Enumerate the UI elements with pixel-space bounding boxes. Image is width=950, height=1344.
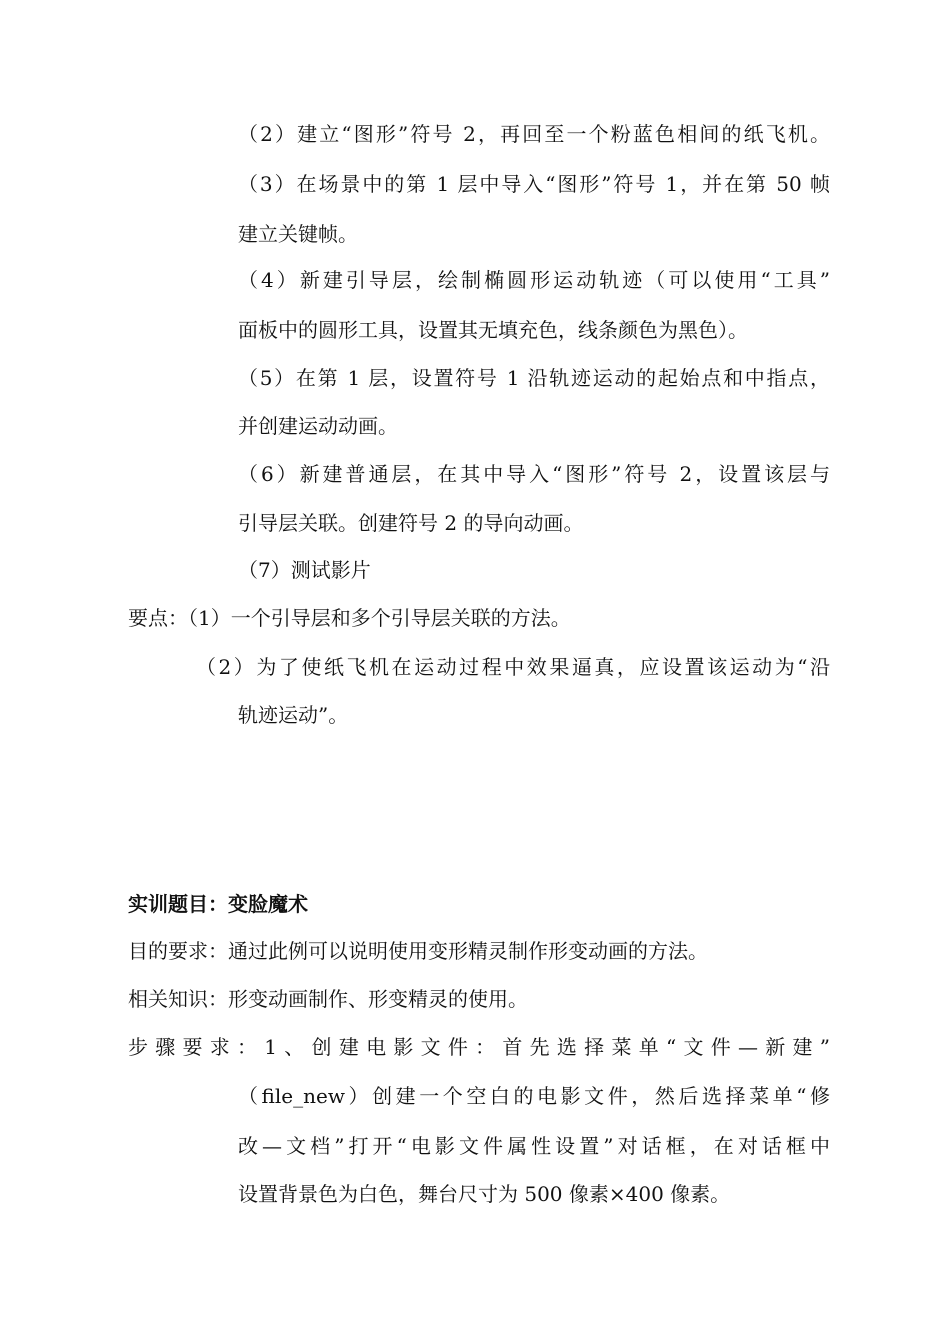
- key-point-1: 要点：（1）一个引导层和多个引导层关联的方法。: [128, 606, 571, 630]
- step-2-line: （2）建立“图形”符号 2，再回至一个粉蓝色相间的纸飞机。: [238, 122, 830, 146]
- steps-line-3: 改—文档”打开“电影文件属性设置”对话框，在对话框中: [238, 1134, 830, 1158]
- step-3-line: （3）在场景中的第 1 层中导入“图形”符号 1，并在第 50 帧: [238, 172, 830, 196]
- steps-line-2: （file_new）创建一个空白的电影文件，然后选择菜单“修: [238, 1084, 830, 1108]
- key-point-2: （2）为了使纸飞机在运动过程中效果逼真，应设置该运动为“沿: [196, 655, 830, 679]
- step-5-continuation: 并创建运动动画。: [238, 414, 398, 438]
- step-7-line: （7）测试影片: [238, 558, 371, 582]
- step-4-line: （4）新建引导层，绘制椭圆形运动轨迹（可以使用“工具”: [238, 268, 830, 292]
- steps-line-1: 步骤要求：1、创建电影文件：首先选择菜单“文件—新建”: [128, 1035, 830, 1059]
- step-6-line: （6）新建普通层，在其中导入“图形”符号 2，设置该层与: [238, 462, 830, 486]
- section-title: 实训题目：变脸魔术: [128, 892, 308, 916]
- step-4-continuation: 面板中的圆形工具，设置其无填充色，线条颜色为黑色）。: [238, 318, 748, 342]
- step-3-continuation: 建立关键帧。: [238, 222, 358, 246]
- goal-line: 目的要求：通过此例可以说明使用变形精灵制作形变动画的方法。: [128, 939, 708, 963]
- step-6-continuation: 引导层关联。创建符号 2 的导向动画。: [238, 511, 584, 535]
- key-point-2-continuation: 轨迹运动”。: [238, 703, 349, 727]
- steps-line-4: 设置背景色为白色，舞台尺寸为 500 像素×400 像素。: [238, 1182, 731, 1206]
- related-knowledge-line: 相关知识：形变动画制作、形变精灵的使用。: [128, 987, 528, 1011]
- step-5-line: （5）在第 1 层，设置符号 1 沿轨迹运动的起始点和中指点，: [238, 366, 830, 390]
